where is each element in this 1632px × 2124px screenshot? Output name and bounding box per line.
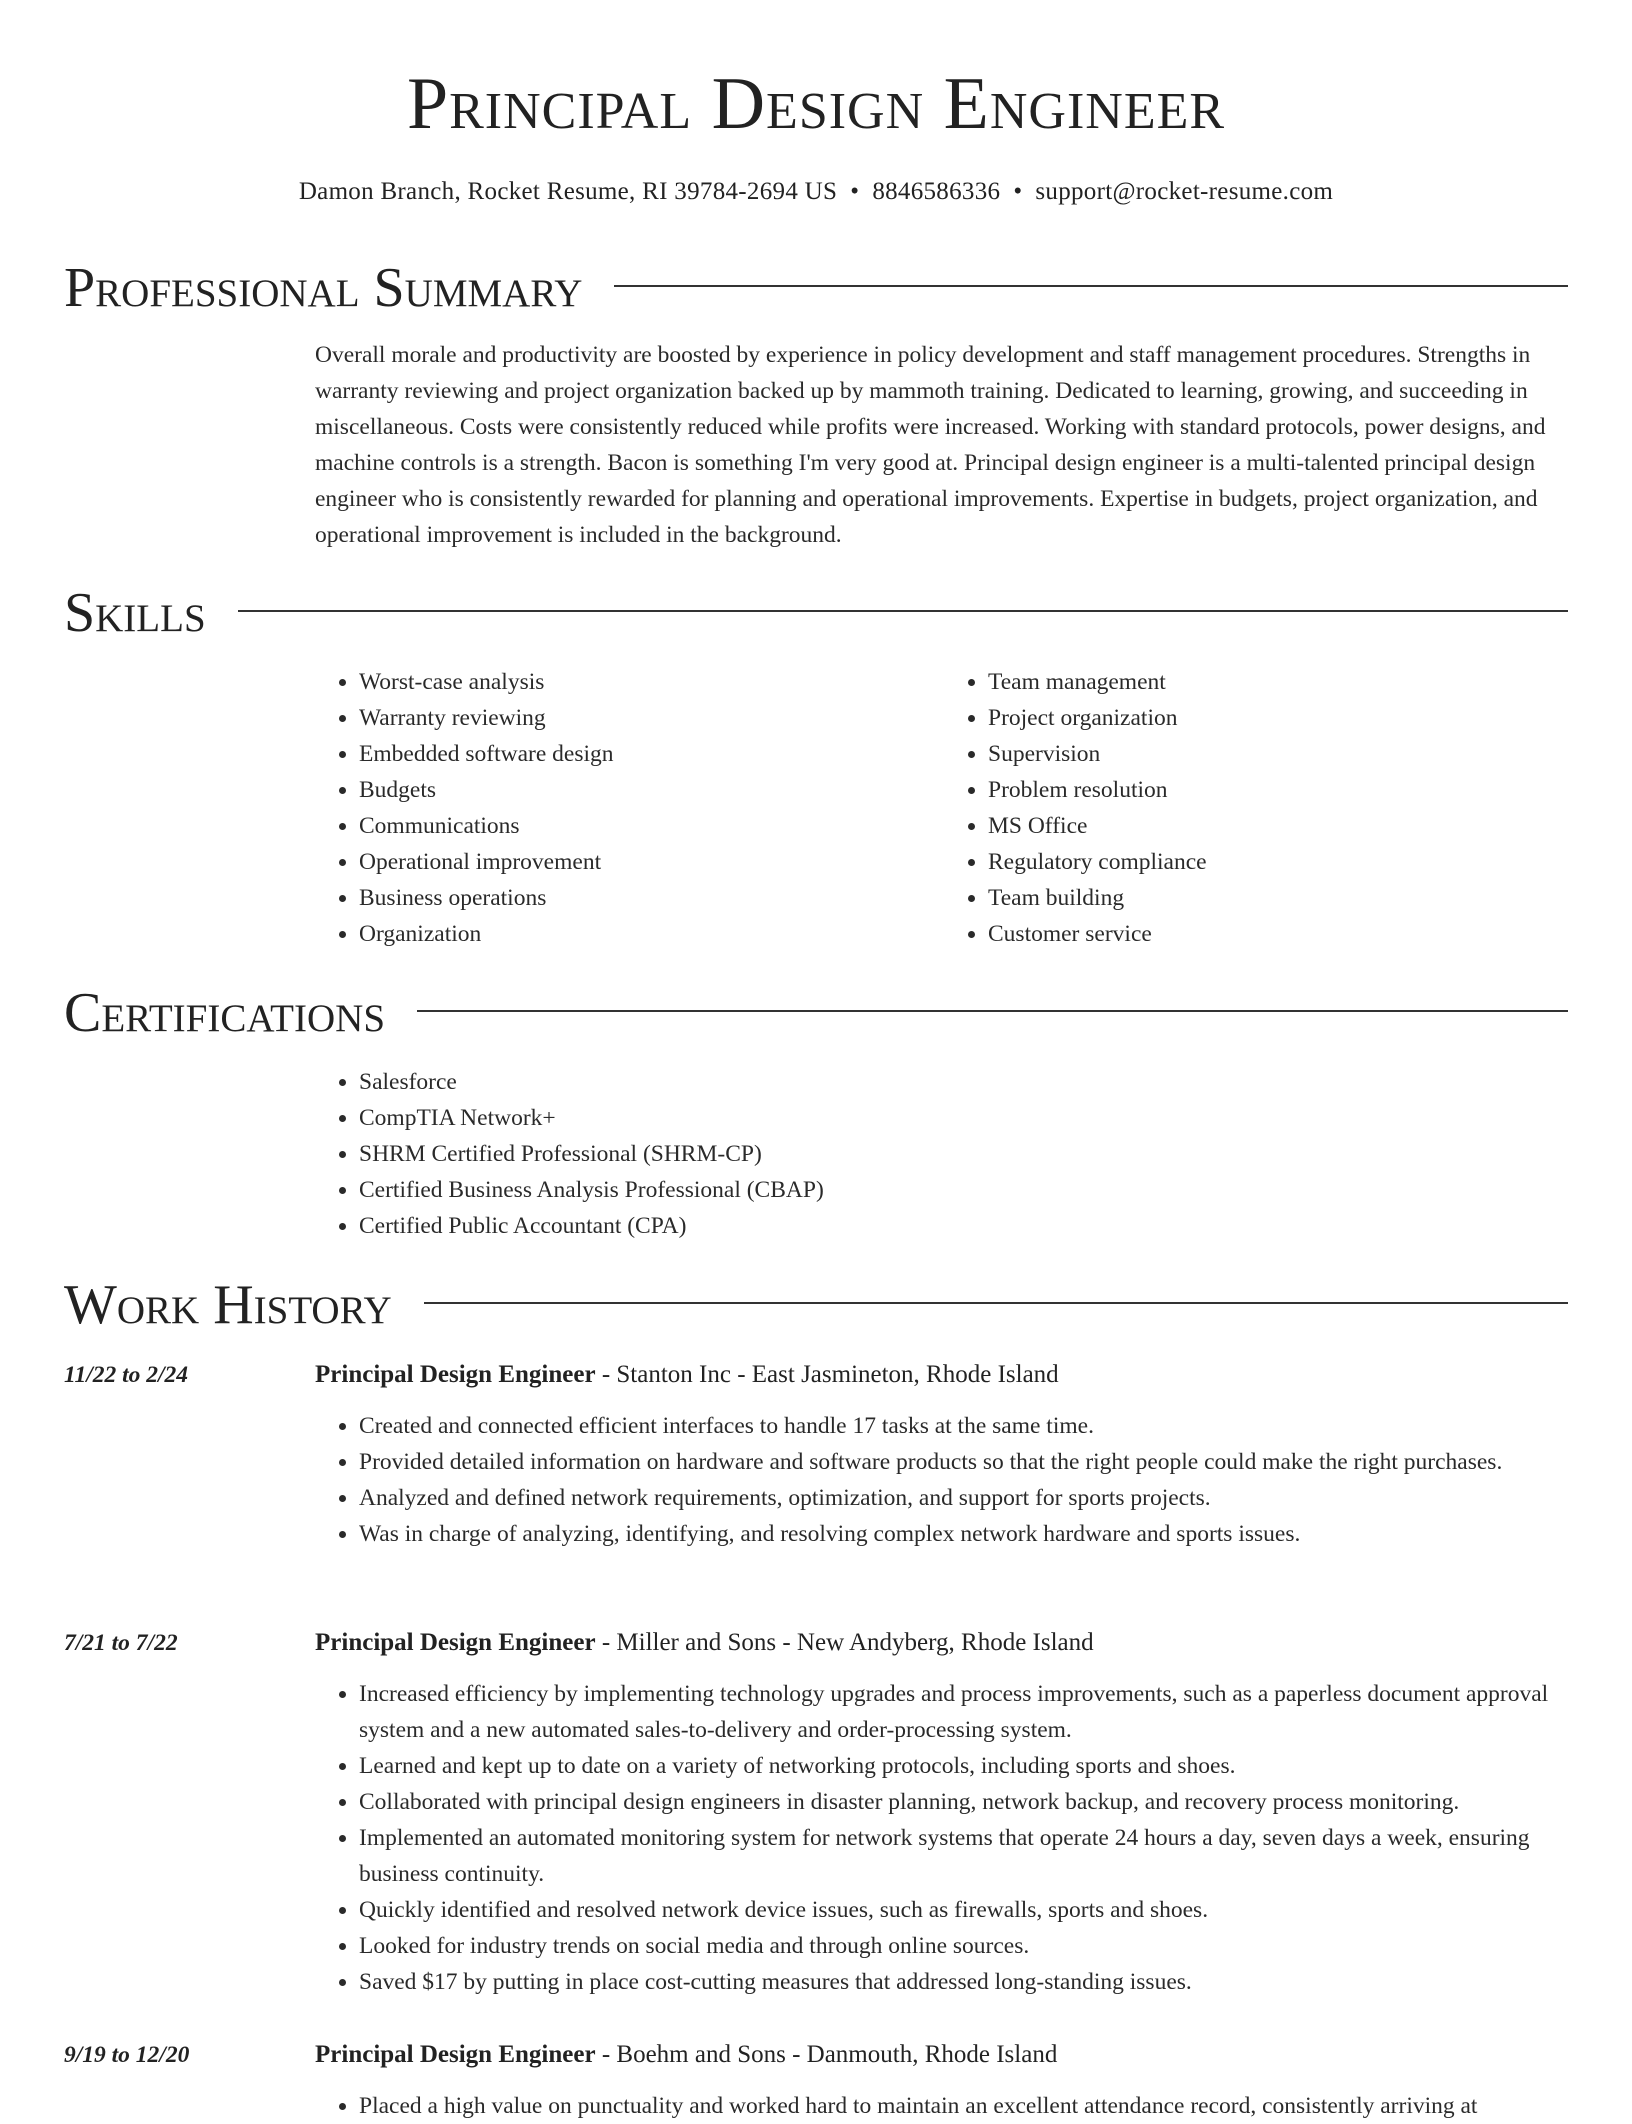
- job-bullet-item: • Provided detailed information on hardware and software products so that the right people could make the right purchases.: [359, 1444, 1573, 1480]
- certification-item: • Certified Business Analysis Professional (CBAP): [359, 1172, 1573, 1208]
- skills-heading: Skills: [64, 582, 206, 644]
- certification-item: • Salesforce: [359, 1064, 1573, 1100]
- skill-item: • Organization: [359, 916, 944, 952]
- skill-item: • MS Office: [988, 808, 1573, 844]
- job-bullets: [315, 1676, 1573, 2000]
- skill-item: • Regulatory compliance: [988, 844, 1573, 880]
- certifications-list: [315, 1064, 1573, 1244]
- job-bullet-item: • Was in charge of analyzing, identifying, and resolving complex network hardware and sports issues.: [359, 1516, 1573, 1552]
- work-history-section-header: [64, 1272, 1568, 1338]
- skill-item: • Team management: [988, 664, 1573, 700]
- certifications-section-header: [64, 980, 1568, 1046]
- job-employer-location: - Stanton Inc - East Jasmineton, Rhode Island: [595, 1361, 1059, 1388]
- job-title: Principal Design Engineer: [315, 2041, 596, 2068]
- job-bullet-item: • Looked for industry trends on social media and through online sources.: [359, 1928, 1573, 1964]
- job-bullets: [315, 2088, 1573, 2124]
- skills-list: [315, 664, 1573, 952]
- job-employer-location: - Miller and Sons - New Andyberg, Rhode Island: [595, 1629, 1094, 1656]
- skill-item: • Team building: [988, 880, 1573, 916]
- job-bullet-list: [315, 1676, 1573, 2000]
- job-bullet-item: • Quickly identified and resolved network device issues, such as firewalls, sports and shoes.: [359, 1892, 1573, 1928]
- certifications-bullets: [315, 1064, 1573, 1244]
- skills-column-left: [315, 664, 944, 952]
- skill-item: • Embedded software design: [359, 736, 944, 772]
- contact-address: Damon Branch, Rocket Resume, RI 39784-2694 US: [298, 178, 838, 205]
- certification-item: • Certified Public Accountant (CPA): [359, 1208, 1573, 1244]
- skill-item: • Customer service: [988, 916, 1573, 952]
- section-divider: [424, 1302, 1568, 1304]
- skills-column-right: [944, 664, 1573, 952]
- summary-section-header: [64, 255, 1568, 321]
- section-divider: [238, 610, 1568, 612]
- skill-item: • Worst-case analysis: [359, 664, 944, 700]
- skill-item: • Operational improvement: [359, 844, 944, 880]
- job-title: Principal Design Engineer: [315, 1361, 596, 1388]
- job-dates: 11/22 to 2/24: [64, 1362, 189, 1388]
- job-employer-location: - Boehm and Sons - Danmouth, Rhode Island: [595, 2041, 1058, 2068]
- certification-item: • SHRM Certified Professional (SHRM-CP): [359, 1136, 1573, 1172]
- job-bullets: [315, 1408, 1573, 1552]
- job-headline: [315, 1625, 1094, 1661]
- job-headline: [315, 1357, 1059, 1393]
- contact-email: support@rocket-resume.com: [1035, 178, 1334, 205]
- skill-item: • Warranty reviewing: [359, 700, 944, 736]
- job-bullet-item: • Created and connected efficient interfaces to handle 17 tasks at the same time.: [359, 1408, 1573, 1444]
- skill-item: • Business operations: [359, 880, 944, 916]
- job-bullet-item: • Increased efficiency by implementing technology upgrades and process improvements, such as a paperless document approval system and a new automated sales-to-delivery and order-processing system.: [359, 1676, 1573, 1748]
- job-bullet-item: • Analyzed and defined network requirements, optimization, and support for sports projects.: [359, 1480, 1573, 1516]
- section-divider: [614, 285, 1568, 287]
- summary-text: Overall morale and productivity are boosted by experience in policy development and staff management procedures. Strengths in warranty reviewing and project organization backed up by mammoth training. Dedicated to learning, growing, and succeeding in miscellaneous. Costs were consistently reduced while profits were increased. Working with standard protocols, power designs, and machine controls is a strength. Bacon is something I'm very good at. Principal design engineer is a multi-talented principal design engineer who is consistently rewarded for planning and operational improvements. Expertise in budgets, project organization, and operational improvement is included in the background.: [315, 342, 1546, 548]
- skills-section-header: [64, 580, 1568, 646]
- job-bullet-item: • Collaborated with principal design engineers in disaster planning, network backup, and recovery process monitoring.: [359, 1784, 1573, 1820]
- job-bullet-list: [315, 2088, 1573, 2124]
- section-divider: [417, 1010, 1568, 1012]
- skill-item: • Problem resolution: [988, 772, 1573, 808]
- skill-item: • Project organization: [988, 700, 1573, 736]
- skill-item: • Supervision: [988, 736, 1573, 772]
- contact-separator: •: [1013, 178, 1023, 205]
- job-title: Principal Design Engineer: [315, 1629, 596, 1656]
- contact-phone: 8846586336: [872, 178, 1001, 205]
- job-dates: 9/19 to 12/20: [64, 2042, 190, 2068]
- resume-title: Principal Design Engineer: [406, 63, 1226, 145]
- job-bullet-item: • Implemented an automated monitoring system for network systems that operate 24 hours a day, seven days a week, ensuring business continuity.: [359, 1820, 1573, 1892]
- job-headline: [315, 2037, 1057, 2073]
- certifications-heading: Certifications: [64, 982, 386, 1044]
- job-dates: 7/21 to 7/22: [64, 1630, 178, 1656]
- skill-item: • Budgets: [359, 772, 944, 808]
- certification-item: • CompTIA Network+: [359, 1100, 1573, 1136]
- work-history-heading: Work History: [64, 1274, 392, 1336]
- job-bullet-item: • Placed a high value on punctuality and worked hard to maintain an excellent attendance record, consistently arriving at: [359, 2088, 1573, 2124]
- contact-separator: •: [850, 178, 860, 205]
- contact-line: [0, 174, 1632, 210]
- job-bullet-item: • Learned and kept up to date on a variety of networking protocols, including sports and shoes.: [359, 1748, 1573, 1784]
- job-bullet-list: [315, 1408, 1573, 1552]
- summary-heading: Professional Summary: [64, 257, 583, 319]
- skill-item: • Communications: [359, 808, 944, 844]
- job-bullet-item: • Saved $17 by putting in place cost-cutting measures that addressed long-standing issues.: [359, 1964, 1573, 2000]
